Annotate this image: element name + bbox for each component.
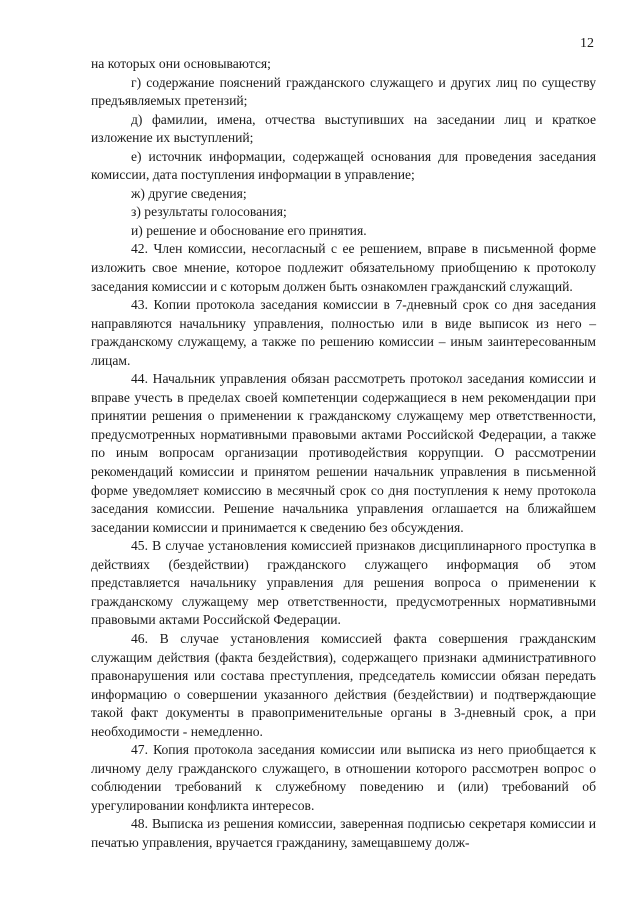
text-line-continuation: на которых они основываются; — [91, 56, 271, 71]
paragraph-47: 47. Копия протокола заседания комиссии или выписка из него приобщается к личному делу гражданского служащего, в отношении которого рассмотрен вопрос о соблюдении требований к служебному поведению и (или) требований об урегулировании конфликта интересов. — [91, 742, 596, 813]
list-item-g: г) содержание пояснений гражданского служащего и других лиц по существу предъявляемых претензий; — [91, 74, 596, 109]
page-number: 12 — [580, 36, 594, 51]
list-item-d: д) фамилии, имена, отчества выступивших на заседании лиц и краткое изложение их выступлений; — [91, 111, 596, 146]
list-item-z: з) результаты голосования; — [131, 204, 287, 220]
paragraph-43: 43. Копии протокола заседания комиссии в 7-дневный срок со дня заседания направляются начальнику управления, полностью или в виде выписок из него – гражданскому служащему, а также по решению комиссии – иным заинтересованным лицам. — [91, 297, 596, 368]
paragraph-45: 45. В случае установления комиссией признаков дисциплинарного проступка в действиях (бездействии) гражданского служащего информация об этом представляется начальнику управления для решения вопроса о применении к гражданскому служащему мер ответственности, предусмотренных нормативными правовыми актами Российской Федерации. — [91, 538, 596, 628]
paragraph-46: 46. В случае установления комиссией факта совершения гражданским служащим действия (факта бездействия), содержащего признаки административного правонарушения или состава преступления, председатель комиссии обязан передать информацию о совершении указанного действия (бездействии) и подтверждающие такой факт документы в правоприменительные органы в 3-дневный срок, а при необходимости - немедленно. — [91, 630, 596, 739]
list-item-i: и) решение и обоснование его принятия. — [131, 222, 367, 238]
paragraph-42: 42. Член комиссии, несогласный с ее решением, вправе в письменной форме изложить свое мнение, которое подлежит обязательному приобщению к протоколу заседания комиссии и с которым должен быть ознакомлен гражданский служащий. — [91, 241, 596, 294]
list-item-e: е) источник информации, содержащей основания для проведения заседания комиссии, дата поступления информации в управление; — [91, 148, 596, 183]
paragraph-44: 44. Начальник управления обязан рассмотреть протокол заседания комиссии и вправе учесть в пределах своей компетенции содержащиеся в нем рекомендации при принятии решения о применении к гражданскому служащему мер ответственности, предусмотренных нормативными правовыми актами Российской Федерации, а также по иным вопросам организации противодействия коррупции. О рассмотрении рекомендаций комиссии и принятом решении начальник управления в письменной форме уведомляет комиссию в месячный срок со дня поступления к нему протокола заседания комиссии. Решение начальника управления оглашается на ближайшем заседании комиссии и принимается к сведению без обсуждения. — [91, 371, 596, 535]
list-item-zh: ж) другие сведения; — [131, 185, 247, 201]
paragraph-48: 48. Выписка из решения комиссии, заверенная подписью секретаря комиссии и печатью управления, вручается гражданину, замещавшему долж- — [91, 816, 596, 850]
document-body — [91, 55, 596, 853]
